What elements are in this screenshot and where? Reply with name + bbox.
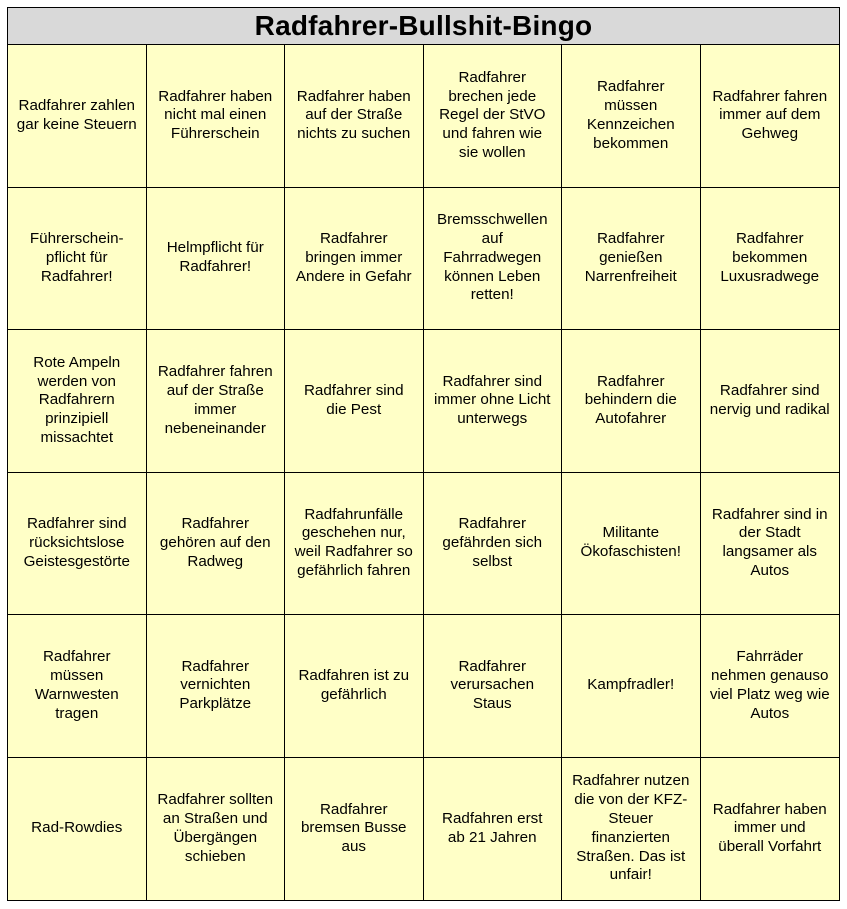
bingo-cell-r2-c6[interactable]	[701, 188, 840, 331]
bingo-cell-text: Rote Ampeln werden von Radfahrern prinzipiell missachtet	[33, 353, 121, 446]
bingo-cell-text: Radfahrer gehören auf den Radweg	[159, 515, 271, 570]
bingo-cell-r6-c6[interactable]	[701, 758, 840, 901]
bingo-cell-r5-c5[interactable]	[562, 615, 701, 758]
bingo-cell-text: Militante Ökofaschisten!	[580, 524, 681, 561]
bingo-cell-r1-c4[interactable]	[424, 45, 563, 188]
bingo-cell-text: Radfahrer bekommen Luxusradwege	[720, 230, 820, 285]
bingo-cell-r4-c3[interactable]	[285, 473, 424, 616]
bingo-cell-text: Radfahrer sind in der Stadt langsamer als Autos	[711, 505, 828, 580]
title-bar	[8, 8, 839, 45]
bingo-cell-r5-c4[interactable]	[424, 615, 563, 758]
page-title: Radfahrer-Bullshit-Bingo	[254, 10, 593, 41]
bingo-cell-r5-c2[interactable]	[147, 615, 286, 758]
bingo-cell-r1-c6[interactable]	[701, 45, 840, 188]
bingo-cell-text: Radfahren ist zu gefährlich	[298, 666, 410, 703]
bingo-cell-text: Kampfradler!	[587, 676, 675, 694]
bingo-cell-text: Radfahrer müssen Kennzeichen bekommen	[586, 78, 675, 152]
bingo-cell-r3-c5[interactable]	[562, 330, 701, 473]
bingo-cell-r5-c3[interactable]	[285, 615, 424, 758]
bingo-cell-text: Bremsschwellen auf Fahrradwegen können Leben retten!	[436, 211, 548, 304]
bingo-grid	[8, 45, 839, 900]
bingo-cell-r2-c2[interactable]	[147, 188, 286, 331]
bingo-cell-text: Radfahrer nutzen die von der KFZ- Steuer finanzierten Straßen. Das ist unfair!	[572, 772, 690, 884]
bingo-card	[7, 7, 840, 901]
bingo-cell-r4-c5[interactable]	[562, 473, 701, 616]
bingo-cell-r5-c6[interactable]	[701, 615, 840, 758]
bingo-cell-text: Radfahrer sind die Pest	[303, 381, 404, 418]
bingo-cell-r1-c3[interactable]	[285, 45, 424, 188]
bingo-cell-r2-c4[interactable]	[424, 188, 563, 331]
bingo-cell-text: Rad-Rowdies	[31, 819, 123, 837]
bingo-cell-text: Radfahren erst ab 21 Jahren	[442, 809, 543, 846]
bingo-cell-r2-c5[interactable]	[562, 188, 701, 331]
bingo-cell-text: Radfahrer sind nervig und radikal	[709, 381, 830, 418]
bingo-cell-text: Radfahrer haben immer und überall Vorfahrt	[712, 800, 827, 856]
bingo-cell-r1-c2[interactable]	[147, 45, 286, 188]
bingo-cell-r4-c1[interactable]	[8, 473, 147, 616]
bingo-cell-text: Radfahrer fahren auf der Straße immer nebeneinander	[157, 363, 273, 437]
bingo-cell-text: Radfahrunfälle geschehen nur, weil Radfahrer so gefährlich fahren	[294, 505, 413, 580]
bingo-cell-text: Radfahrer gefährden sich selbst	[442, 515, 543, 570]
bingo-cell-text: Radfahrer sollten an Straßen und Übergängen schieben	[157, 791, 274, 865]
bingo-cell-r1-c1[interactable]	[8, 45, 147, 188]
bingo-cell-r6-c3[interactable]	[285, 758, 424, 901]
bingo-cell-r3-c2[interactable]	[147, 330, 286, 473]
bingo-cell-text: Fahrräder nehmen genauso viel Platz weg wie Autos	[709, 648, 830, 722]
bingo-cell-r3-c4[interactable]	[424, 330, 563, 473]
bingo-cell-r4-c2[interactable]	[147, 473, 286, 616]
bingo-cell-r2-c1[interactable]	[8, 188, 147, 331]
bingo-cell-r6-c2[interactable]	[147, 758, 286, 901]
bingo-cell-text: Radfahrer brechen jede Regel der StVO und fahren wie sie wollen	[439, 68, 546, 161]
bingo-cell-r6-c4[interactable]	[424, 758, 563, 901]
bingo-cell-text: Radfahrer haben auf der Straße nichts zu suchen	[296, 87, 411, 143]
bingo-cell-text: Radfahrer bremsen Busse aus	[300, 800, 407, 856]
bingo-cell-r4-c6[interactable]	[701, 473, 840, 616]
bingo-cell-text: Radfahrer zahlen gar keine Steuern	[16, 96, 137, 133]
bingo-cell-text: Radfahrer vernichten Parkplätze	[179, 657, 252, 713]
bingo-cell-text: Radfahrer sind immer ohne Licht unterwegs	[434, 372, 551, 428]
bingo-cell-r6-c5[interactable]	[562, 758, 701, 901]
bingo-cell-r2-c3[interactable]	[285, 188, 424, 331]
bingo-cell-text: Helmpflicht für Radfahrer!	[166, 239, 264, 276]
bingo-cell-text: Radfahrer müssen Warnwesten tragen	[34, 648, 119, 722]
bingo-cell-r1-c5[interactable]	[562, 45, 701, 188]
bingo-cell-r3-c3[interactable]	[285, 330, 424, 473]
bingo-cell-text: Radfahrer genießen Narrenfreiheit	[584, 230, 677, 285]
bingo-cell-r3-c1[interactable]	[8, 330, 147, 473]
bingo-cell-r3-c6[interactable]	[701, 330, 840, 473]
bingo-cell-r4-c4[interactable]	[424, 473, 563, 616]
bingo-cell-text: Radfahrer behindern die Autofahrer	[584, 372, 677, 428]
bingo-cell-r5-c1[interactable]	[8, 615, 147, 758]
bingo-cell-text: Radfahrer bringen immer Andere in Gefahr	[295, 230, 412, 285]
bingo-cell-text: Radfahrer sind rücksichtslose Geistesgestörte	[23, 515, 130, 570]
bingo-cell-r6-c1[interactable]	[8, 758, 147, 901]
bingo-cell-text: Radfahrer fahren immer auf dem Gehweg	[712, 87, 828, 143]
bingo-cell-text: Radfahrer verursachen Staus	[450, 657, 535, 713]
bingo-cell-text: Radfahrer haben nicht mal einen Führerschein	[158, 87, 273, 143]
bingo-cell-text: Führerschein- pflicht für Radfahrer!	[29, 230, 124, 285]
